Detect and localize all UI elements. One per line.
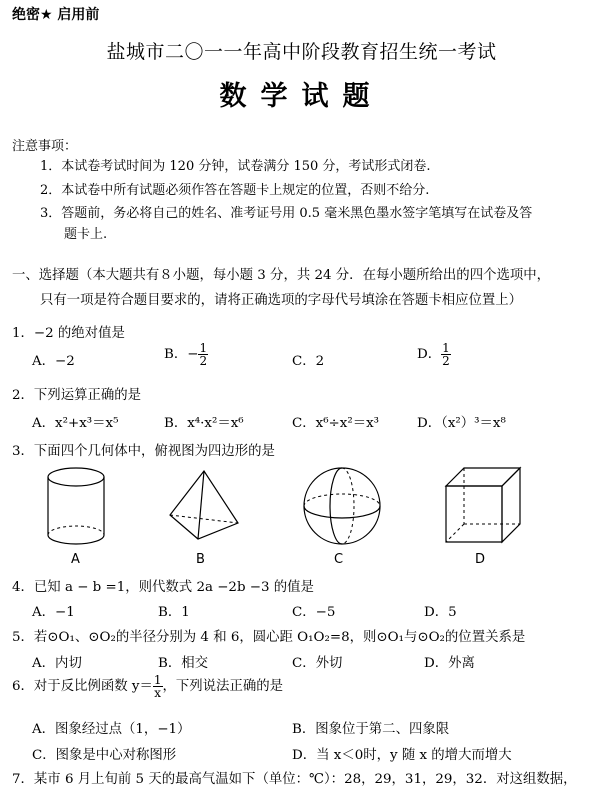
figure-label-c: C	[334, 552, 344, 567]
stem-prefix: 6．对于反比例函数 y＝	[12, 679, 153, 694]
figure-label-a: A	[71, 552, 80, 567]
fraction	[198, 342, 208, 367]
section-heading-line2: 只有一项是符合题目要求的，请将正确选项的字母代号填涂在答题卡相应位置上）	[40, 293, 523, 308]
question-2-option-a: A．x²+x³＝x⁵	[32, 416, 119, 431]
cylinder-figure	[44, 465, 108, 549]
question-6-stem	[12, 674, 283, 699]
question-1-option-b	[164, 342, 208, 367]
exam-title: 盐城市二〇一一年高中阶段教育招生统一考试	[106, 41, 497, 63]
question-6-option-b: B．图象位于第二、四象限	[292, 722, 450, 737]
fraction	[441, 342, 451, 367]
question-5-stem: 5．若⊙O₁、⊙O₂的半径分别为 4 和 6，圆心距 O₁O₂=8，则⊙O₁与⊙O₂的位置关系是	[12, 630, 526, 645]
question-7-stem: 7．某市 6 月上旬前 5 天的最高气温如下（单位：℃）：28，29，31，29，32．对这组数据，	[12, 772, 577, 787]
fraction	[153, 674, 163, 699]
subject-title: 数学试题	[219, 81, 384, 112]
note-item-2: 2．本试卷中所有试题必须作答在答题卡上规定的位置，否则不给分.	[40, 183, 430, 198]
question-5-option-b: B．相交	[158, 656, 209, 671]
note-item-3-cont: 题卡上.	[64, 227, 108, 242]
note-item-3: 3．答题前，务必将自己的姓名、准考证号用 0.5 毫米黑色墨水签字笔填写在试卷及答	[40, 206, 533, 221]
notes-heading: 注意事项：	[12, 139, 78, 154]
question-6-option-d: D．当 x＜0时，y 随 x 的增大而增大	[292, 748, 512, 763]
question-6-option-c: C．图象是中心对称图形	[32, 748, 177, 763]
question-2-option-b: B．x⁴·x²＝x⁶	[164, 416, 244, 431]
question-2-option-d: D．（x²）³＝x⁸	[417, 416, 506, 431]
question-4-stem: 4．已知 a − b =1，则代数式 2a −2b −3 的值是	[12, 580, 314, 595]
option-b-prefix: B．−	[164, 347, 199, 362]
question-5-option-d: D．外离	[424, 656, 475, 671]
question-4-option-d: D．5	[424, 605, 457, 620]
fraction-den: x	[154, 686, 162, 700]
question-4-option-a: A．−1	[32, 605, 75, 620]
stem-suffix: ，下列说法正确的是	[162, 679, 284, 694]
question-5-option-c: C．外切	[292, 656, 343, 671]
cube-figure	[440, 462, 526, 550]
section-heading-line1: 一、选择题（本大题共有８小题，每小题 3 分，共 24 分．在每小题所给出的四个选项中，	[12, 268, 551, 283]
note-item-1: 1．本试卷考试时间为 120 分钟，试卷满分 150 分，考试形式闭卷.	[40, 159, 431, 174]
question-4-option-b: B．1	[158, 605, 190, 620]
figure-label-d: D	[475, 552, 486, 567]
fraction-num: 1	[442, 341, 450, 355]
question-4-option-c: C．−5	[292, 605, 336, 620]
pyramid-figure	[164, 465, 244, 549]
question-1-stem: 1．−2 的绝对值是	[12, 326, 125, 341]
fraction-den: 2	[442, 354, 450, 368]
question-1-option-c: C．2	[292, 354, 325, 369]
secret-label: 绝密★ 启用前	[12, 7, 100, 23]
question-5-option-a: A．内切	[32, 656, 82, 671]
figure-label-b: B	[196, 552, 205, 567]
question-2-option-c: C．x⁶÷x²＝x³	[292, 416, 380, 431]
fraction-num: 1	[153, 673, 162, 687]
question-1-option-d	[417, 342, 451, 367]
question-6-option-a: A．图象经过点（1，−1）	[32, 722, 191, 737]
question-2-stem: 2．下列运算正确的是	[12, 388, 142, 403]
question-3-stem: 3．下面四个几何体中，俯视图为四边形的是	[12, 444, 275, 459]
sphere-figure	[300, 462, 384, 550]
fraction-den: 2	[199, 354, 208, 368]
fraction-num: 1	[199, 341, 208, 355]
question-1-option-a: A．−2	[32, 354, 75, 369]
option-d-prefix: D．	[417, 347, 442, 362]
